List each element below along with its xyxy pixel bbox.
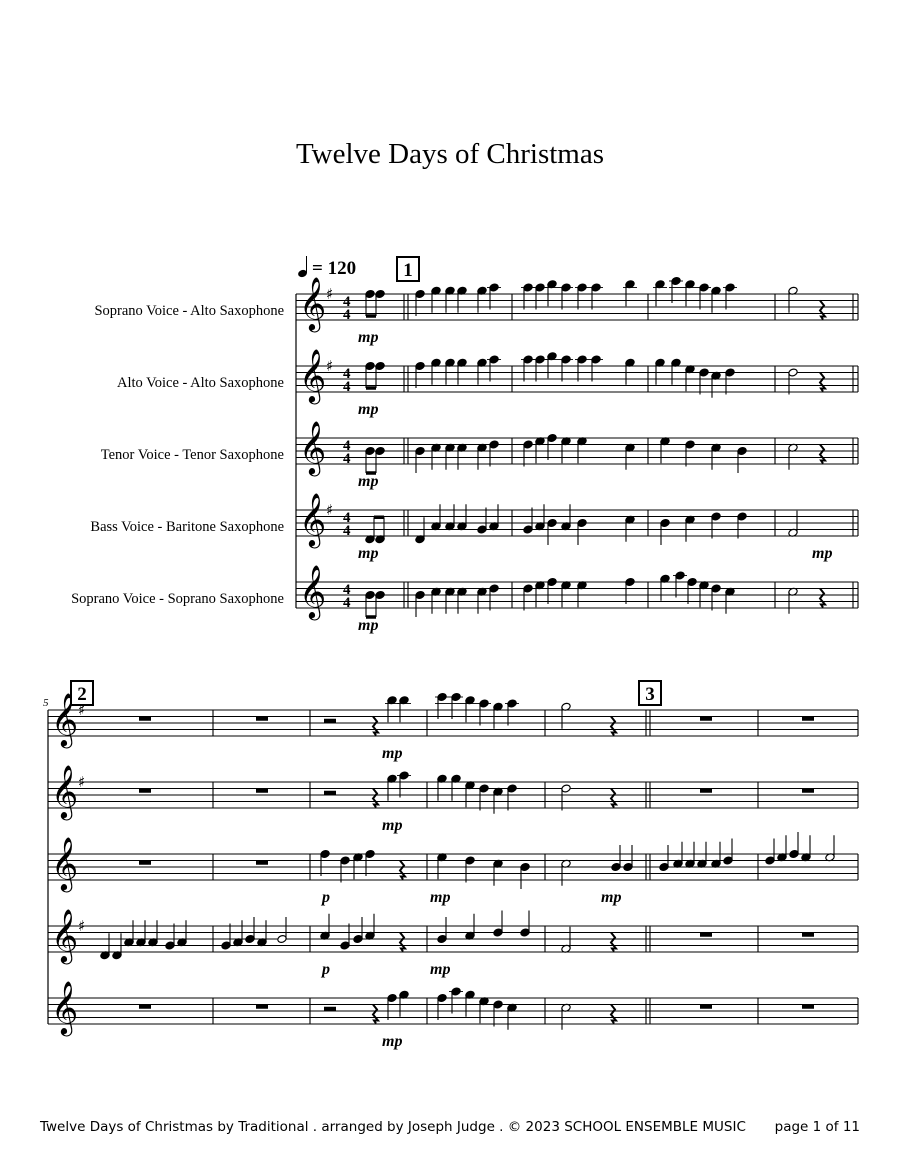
instrument-label-1: Soprano Voice - Alto Saxophone bbox=[94, 303, 284, 319]
treble-clef-icon: 𝄞 bbox=[299, 420, 327, 474]
dynamic-mp: mp bbox=[358, 329, 379, 346]
dynamic-mp: mp bbox=[812, 545, 833, 562]
treble-clef-icon: 𝄞 bbox=[51, 692, 79, 746]
sharp-icon: ♯ bbox=[326, 285, 334, 303]
sharp-icon: ♯ bbox=[78, 701, 86, 719]
half-rest-icon bbox=[324, 791, 336, 795]
dynamic-mp: mp bbox=[358, 617, 379, 634]
time-sig-top: 4 bbox=[343, 366, 351, 382]
whole-rest-icon bbox=[700, 933, 712, 937]
time-sig-top: 4 bbox=[343, 510, 351, 526]
quarter-rest-icon bbox=[611, 933, 616, 952]
footer-page-number: page 1 of 11 bbox=[774, 1119, 860, 1135]
quarter-rest-icon bbox=[373, 789, 378, 808]
whole-rest-icon bbox=[139, 861, 151, 865]
whole-rest-icon bbox=[139, 1005, 151, 1009]
instrument-label-2: Alto Voice - Alto Saxophone bbox=[116, 375, 284, 391]
treble-clef-icon: 𝄞 bbox=[51, 836, 79, 890]
time-sig-top: 4 bbox=[343, 582, 351, 598]
sharp-icon: ♯ bbox=[78, 917, 86, 935]
quarter-rest-icon bbox=[611, 717, 616, 736]
quarter-rest-icon bbox=[373, 1005, 378, 1024]
whole-rest-icon bbox=[256, 1005, 268, 1009]
whole-rest-icon bbox=[802, 1005, 814, 1009]
sharp-icon: ♯ bbox=[326, 357, 334, 375]
time-sig-bottom: 4 bbox=[343, 595, 351, 611]
quarter-rest-icon bbox=[373, 717, 378, 736]
half-rest-icon bbox=[324, 1007, 336, 1011]
treble-clef-icon: 𝄞 bbox=[299, 564, 327, 618]
whole-rest-icon bbox=[802, 717, 814, 721]
dynamic-mp: mp bbox=[382, 745, 403, 762]
time-sig-bottom: 4 bbox=[343, 379, 351, 395]
quarter-rest-icon bbox=[820, 589, 825, 608]
treble-clef-icon: 𝄞 bbox=[51, 908, 79, 962]
rehearsal-mark: 1 bbox=[403, 260, 413, 281]
quarter-rest-icon bbox=[820, 301, 825, 320]
whole-rest-icon bbox=[256, 861, 268, 865]
dynamic-p: p bbox=[322, 889, 330, 906]
whole-rest-icon bbox=[139, 717, 151, 721]
quarter-rest-icon bbox=[820, 445, 825, 464]
dynamic-mp: mp bbox=[358, 401, 379, 418]
time-sig-bottom: 4 bbox=[343, 523, 351, 539]
sharp-icon: ♯ bbox=[326, 501, 334, 519]
whole-rest-icon bbox=[256, 717, 268, 721]
treble-clef-icon: 𝄞 bbox=[51, 980, 79, 1034]
dynamic-mp: mp bbox=[430, 961, 451, 978]
rehearsal-mark: 2 bbox=[77, 684, 87, 705]
dynamic-p: p bbox=[322, 961, 330, 978]
dynamic-mp: mp bbox=[382, 1033, 403, 1050]
dynamic-mp: mp bbox=[430, 889, 451, 906]
treble-clef-icon: 𝄞 bbox=[51, 764, 79, 818]
quarter-rest-icon bbox=[611, 1005, 616, 1024]
instrument-label-3: Tenor Voice - Tenor Saxophone bbox=[100, 447, 284, 463]
instrument-label-5: Soprano Voice - Soprano Saxophone bbox=[71, 591, 284, 607]
time-sig-top: 4 bbox=[343, 294, 351, 310]
quarter-rest-icon bbox=[611, 789, 616, 808]
dynamic-mp: mp bbox=[358, 545, 379, 562]
time-sig-bottom: 4 bbox=[343, 307, 351, 323]
quarter-rest-icon bbox=[400, 933, 405, 952]
dynamic-mp: mp bbox=[601, 889, 622, 906]
treble-clef-icon: 𝄞 bbox=[299, 492, 327, 546]
treble-clef-icon: 𝄞 bbox=[299, 348, 327, 402]
measure-number: 5 bbox=[43, 697, 49, 709]
sharp-icon: ♯ bbox=[78, 773, 86, 791]
dynamic-mp: mp bbox=[382, 817, 403, 834]
instrument-label-4: Bass Voice - Baritone Saxophone bbox=[90, 519, 284, 535]
whole-rest-icon bbox=[700, 717, 712, 721]
whole-rest-icon bbox=[256, 789, 268, 793]
quarter-rest-icon bbox=[820, 373, 825, 392]
whole-rest-icon bbox=[802, 789, 814, 793]
rehearsal-mark: 3 bbox=[645, 684, 655, 705]
whole-rest-icon bbox=[802, 933, 814, 937]
footer-copyright: Twelve Days of Christmas by Traditional . arranged by Joseph Judge . © 2023 SCHOOL ENSEMBLE MUSIC bbox=[40, 1119, 746, 1135]
treble-clef-icon: 𝄞 bbox=[299, 276, 327, 330]
whole-rest-icon bbox=[139, 789, 151, 793]
page-title: Twelve Days of Christmas bbox=[295, 138, 605, 170]
tempo-text: = 120 bbox=[312, 258, 357, 279]
whole-rest-icon bbox=[700, 1005, 712, 1009]
quarter-rest-icon bbox=[400, 861, 405, 880]
time-sig-bottom: 4 bbox=[343, 451, 351, 467]
whole-rest-icon bbox=[700, 789, 712, 793]
time-sig-top: 4 bbox=[343, 438, 351, 454]
dynamic-mp: mp bbox=[358, 473, 379, 490]
half-rest-icon bbox=[324, 719, 336, 723]
